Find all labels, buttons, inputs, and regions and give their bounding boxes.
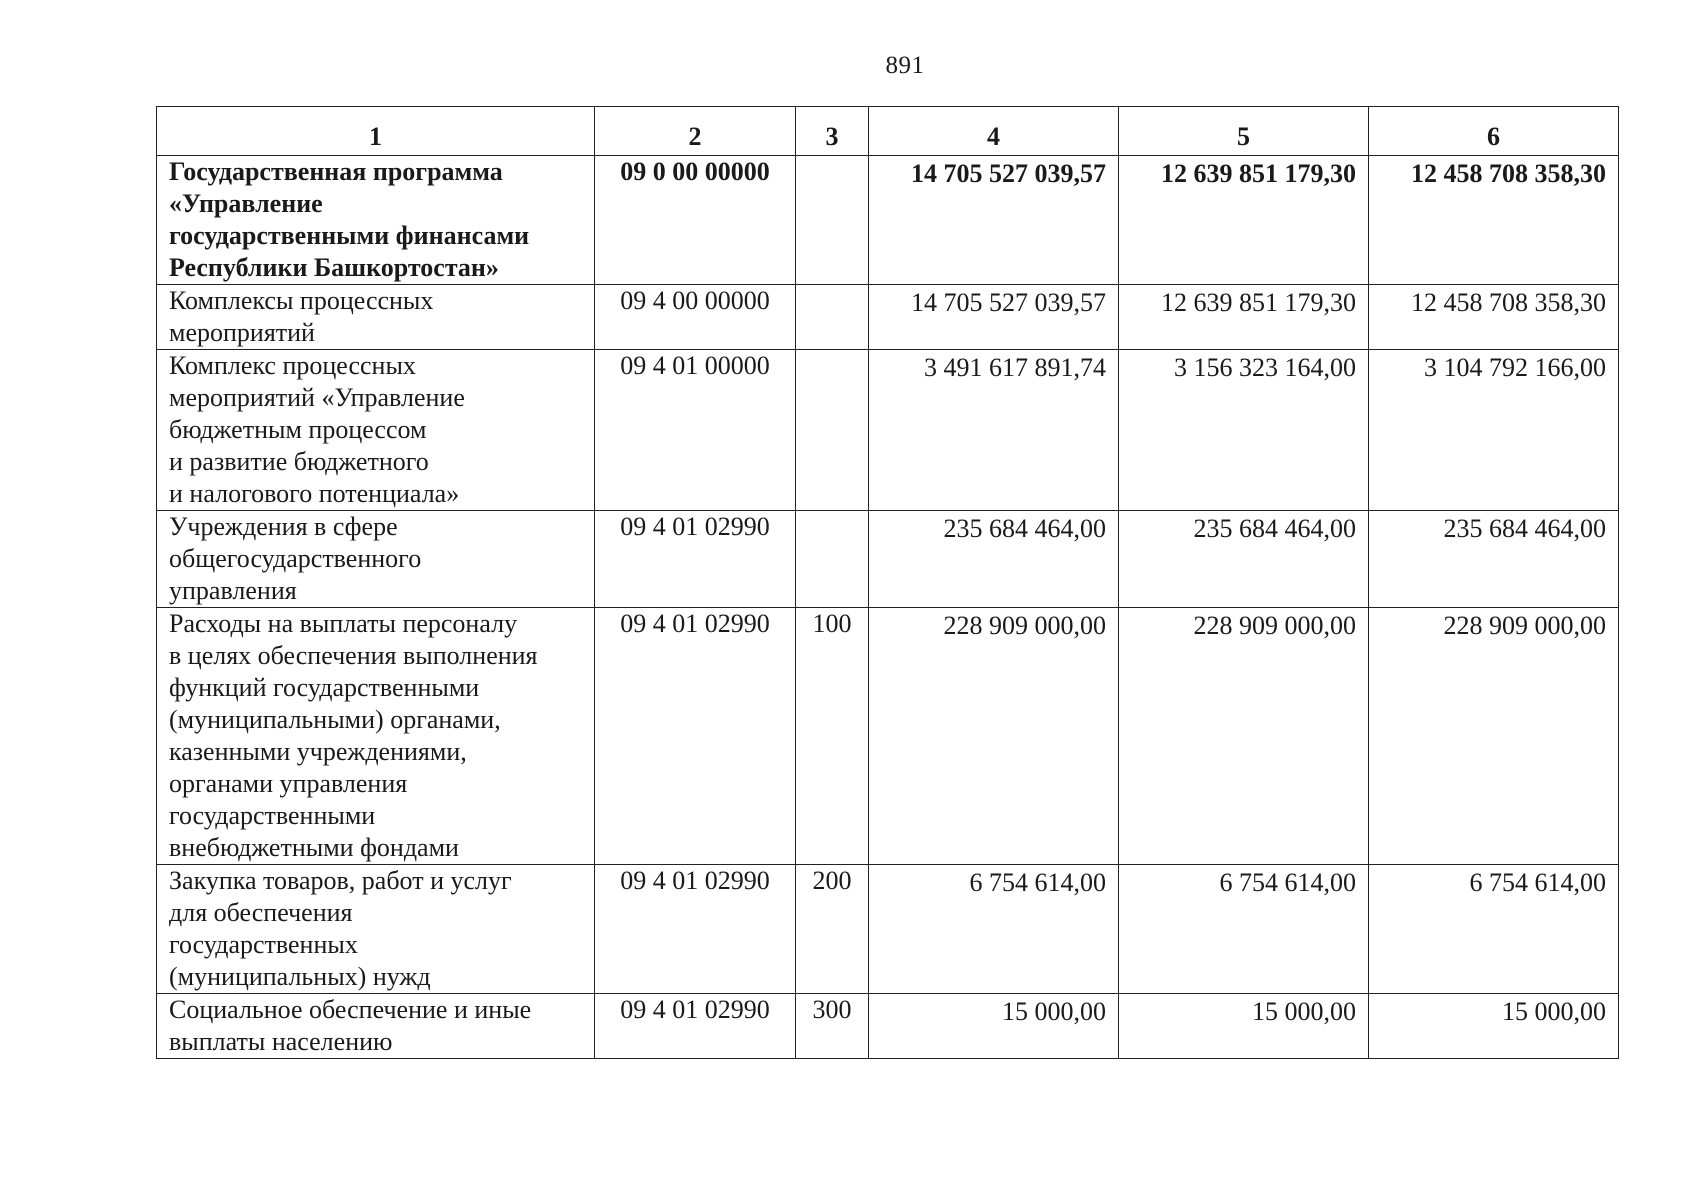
cell-name	[157, 511, 595, 608]
cell-name	[157, 865, 595, 994]
cell-code: 09 4 01 02990	[595, 865, 796, 994]
cell-amount-5: 6 754 614,00	[1119, 865, 1369, 994]
table-row	[157, 994, 1619, 1059]
cell-expense-type	[796, 350, 869, 511]
cell-expense-type: 200	[796, 865, 869, 994]
cell-amount-4: 15 000,00	[869, 994, 1119, 1059]
cell-amount-5: 228 909 000,00	[1119, 608, 1369, 865]
cell-amount-5: 12 639 851 179,30	[1119, 285, 1369, 350]
budget-table	[156, 106, 1619, 1059]
column-header-4: 4	[869, 107, 1119, 156]
cell-code: 09 0 00 00000	[595, 156, 796, 285]
column-header-5: 5	[1119, 107, 1369, 156]
cell-amount-5: 235 684 464,00	[1119, 511, 1369, 608]
cell-amount-5: 3 156 323 164,00	[1119, 350, 1369, 511]
cell-name-line: Республики Башкортостан»	[169, 253, 499, 282]
cell-name	[157, 156, 595, 285]
page-number: 891	[885, 52, 925, 79]
cell-amount-6: 235 684 464,00	[1369, 511, 1619, 608]
cell-code: 09 4 00 00000	[595, 285, 796, 350]
cell-expense-type	[796, 156, 869, 285]
cell-amount-4: 14 705 527 039,57	[869, 156, 1119, 285]
cell-amount-4: 14 705 527 039,57	[869, 285, 1119, 350]
cell-name	[157, 608, 595, 865]
cell-name-line: Учреждения в сфере	[169, 512, 398, 541]
cell-name-line: Комплекс процессных	[169, 351, 416, 380]
cell-name-line: «Управление	[169, 189, 323, 218]
cell-name-line: государственными финансами	[169, 221, 530, 250]
cell-amount-6: 6 754 614,00	[1369, 865, 1619, 994]
cell-name-line: общегосударственного	[169, 544, 422, 573]
cell-code: 09 4 01 02990	[595, 608, 796, 865]
cell-code: 09 4 01 02990	[595, 994, 796, 1059]
table-row	[157, 350, 1619, 511]
cell-name	[157, 285, 595, 350]
cell-amount-4: 6 754 614,00	[869, 865, 1119, 994]
column-header-2: 2	[595, 107, 796, 156]
cell-name-line: для обеспечения	[169, 898, 353, 927]
cell-name-line: (муниципальными) органами,	[169, 705, 501, 734]
column-header-6: 6	[1369, 107, 1619, 156]
cell-name-line: (муниципальных) нужд	[169, 962, 431, 991]
cell-expense-type	[796, 511, 869, 608]
cell-name-line: в целях обеспечения выполнения	[169, 641, 538, 670]
cell-name-line: государственных	[169, 930, 358, 959]
table-row	[157, 865, 1619, 994]
cell-name-line: Государственная программа	[169, 157, 503, 186]
header-row	[157, 107, 1619, 156]
cell-name-line: мероприятий	[169, 318, 315, 347]
cell-name-line: внебюджетными фондами	[169, 833, 459, 862]
cell-name-line: Социальное обеспечение и иные	[169, 995, 532, 1024]
cell-amount-6: 3 104 792 166,00	[1369, 350, 1619, 511]
cell-name-line: государственными	[169, 801, 376, 830]
cell-amount-6: 228 909 000,00	[1369, 608, 1619, 865]
table-row	[157, 608, 1619, 865]
cell-expense-type	[796, 285, 869, 350]
cell-amount-6: 12 458 708 358,30	[1369, 285, 1619, 350]
cell-name-line: бюджетным процессом	[169, 415, 427, 444]
cell-expense-type: 300	[796, 994, 869, 1059]
cell-expense-type: 100	[796, 608, 869, 865]
cell-name-line: функций государственными	[169, 673, 480, 702]
cell-name-line: Расходы на выплаты персоналу	[169, 609, 518, 638]
cell-amount-6: 12 458 708 358,30	[1369, 156, 1619, 285]
cell-amount-6: 15 000,00	[1369, 994, 1619, 1059]
cell-name-line: Закупка товаров, работ и услуг	[169, 866, 512, 895]
column-header-3: 3	[796, 107, 869, 156]
table-row	[157, 511, 1619, 608]
cell-code: 09 4 01 00000	[595, 350, 796, 511]
cell-name-line: мероприятий «Управление	[169, 383, 465, 412]
column-header-1: 1	[157, 107, 595, 156]
cell-name-line: управления	[169, 576, 297, 605]
cell-amount-5: 15 000,00	[1119, 994, 1369, 1059]
cell-name-line: органами управления	[169, 769, 408, 798]
cell-code: 09 4 01 02990	[595, 511, 796, 608]
cell-name-line: и развитие бюджетного	[169, 447, 429, 476]
cell-name-line: выплаты населению	[169, 1027, 393, 1056]
cell-name-line: и налогового потенциала»	[169, 479, 460, 508]
table-row	[157, 285, 1619, 350]
cell-amount-5: 12 639 851 179,30	[1119, 156, 1369, 285]
cell-name	[157, 994, 595, 1059]
cell-amount-4: 3 491 617 891,74	[869, 350, 1119, 511]
cell-name-line: казенными учреждениями,	[169, 737, 467, 766]
cell-amount-4: 228 909 000,00	[869, 608, 1119, 865]
table-body	[157, 156, 1619, 1059]
cell-name	[157, 350, 595, 511]
cell-name-line: Комплексы процессных	[169, 286, 434, 315]
cell-amount-4: 235 684 464,00	[869, 511, 1119, 608]
table-row	[157, 156, 1619, 285]
